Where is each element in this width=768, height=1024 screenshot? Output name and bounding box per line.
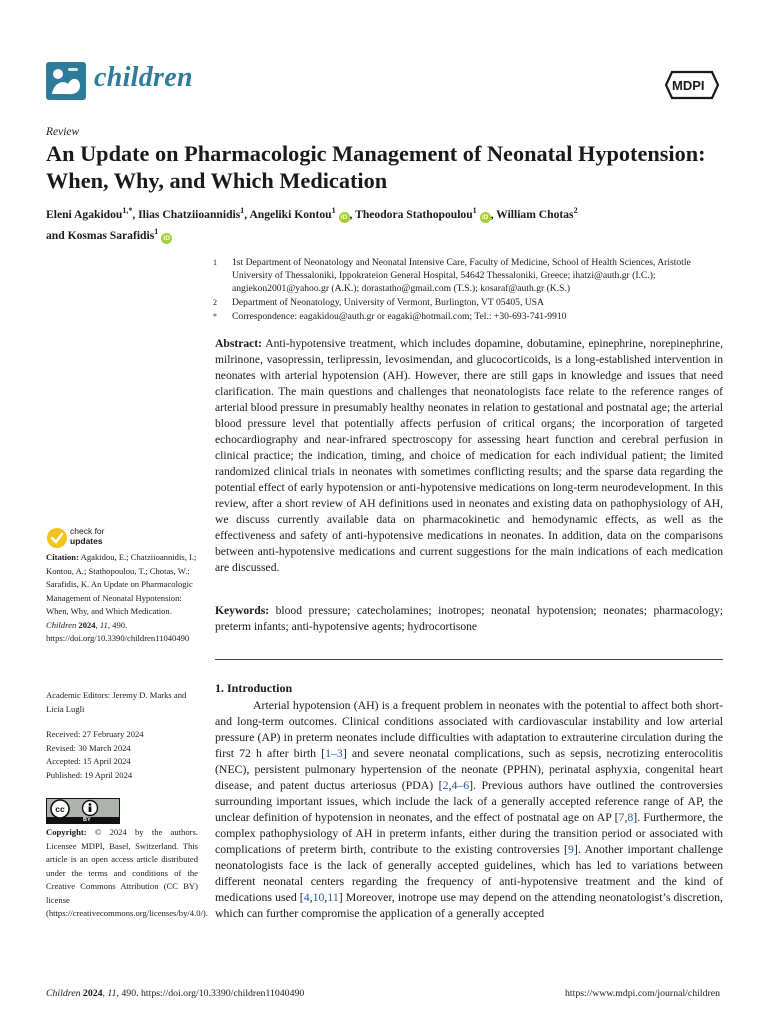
- orcid-icon[interactable]: iD: [161, 233, 172, 244]
- reference-link[interactable]: 2: [442, 778, 449, 792]
- keywords-text: blood pressure; catecholamines; inotropes; neonatal hypotension; neonates; pharmacology; preterm infants; anti-hypotensive agents; hydrocortisone: [215, 604, 723, 633]
- abstract-label: Abstract:: [215, 337, 263, 350]
- article-title: An Update on Pharmacologic Management of Neonatal Hypotension: When, Why, and Which Medication: [46, 141, 706, 193]
- section-heading: 1. Introduction: [215, 681, 293, 695]
- author-affiliation-mark: 1: [472, 206, 477, 215]
- intro-text: ]. Another important challenge neonatologists face is the lack of generally accepted guidelines, which has led to variations between different neonatal centers regarding the frequency of anti-hypotensive treatment and the kind of medications used [: [215, 842, 723, 904]
- copyright-block: [46, 826, 208, 921]
- footer-citation: [46, 988, 304, 999]
- article-type: Review: [46, 126, 80, 138]
- author-name: , Ilias Chatziioannidis: [132, 207, 241, 221]
- citation-volume: , 11: [95, 619, 108, 630]
- affiliation-text: Department of Neonatology, University of Vermont, Burlington, VT 05405, USA: [232, 297, 544, 308]
- check-line2: updates: [70, 535, 103, 546]
- author-name: Eleni Agakidou: [46, 207, 123, 221]
- affiliation-mark: 2: [213, 298, 217, 307]
- affiliations: [0, 256, 768, 326]
- citation-text: Agakidou, E.; Chatziioannidis, I.; Kontou, A.; Stathopoulou, T.; Chotas, W.; Sarafidis, K. An Update on Pharmacologic Management of Neonatal Hypotension: When, Why, and Which Medication.: [46, 552, 197, 616]
- svg-text:cc: cc: [55, 804, 65, 814]
- reference-link[interactable]: 10: [312, 890, 325, 904]
- footer-year: 2024: [80, 988, 103, 999]
- reference-link[interactable]: 9: [567, 842, 574, 856]
- reference-link[interactable]: 4–6: [451, 778, 470, 792]
- footer-doi[interactable]: , 490. https://doi.org/10.3390/children11040490: [116, 988, 305, 999]
- intro-text: ] Moreover, inotrope use may depend on the attending neonatologist’s discretion, which can further compromise the application of a generally accepted: [215, 890, 723, 920]
- author-affiliation-mark: 1: [154, 226, 159, 236]
- keywords-label: Keywords:: [215, 604, 270, 617]
- author-name: and Kosmas Sarafidis: [46, 228, 155, 242]
- intro-text: ,: [324, 890, 328, 904]
- keywords: [215, 603, 723, 635]
- reference-link[interactable]: 8: [627, 810, 634, 824]
- author-name: , Theodora Stathopoulou: [349, 207, 473, 221]
- accepted-date: Accepted: 15 April 2024: [46, 756, 131, 766]
- author-affiliation-mark: 2: [573, 206, 578, 215]
- citation-label: Citation:: [46, 552, 79, 562]
- copyright-label: Copyright:: [46, 827, 87, 837]
- intro-text: ,: [624, 810, 628, 824]
- introduction-paragraph: [215, 697, 723, 921]
- author-affiliation-mark: 1,*: [122, 206, 133, 215]
- check-for-updates-icon[interactable]: [46, 527, 68, 549]
- revised-date: Revised: 30 March 2024: [46, 742, 131, 753]
- check-for-updates-label[interactable]: [70, 527, 105, 546]
- orcid-icon[interactable]: iD: [339, 212, 350, 223]
- intro-text: ]. Furthermore, the complex pathophysiology of AH in preterm infants, either during the transition period or associated with complications of preterm birth, contribute to the existing controversies [: [215, 810, 723, 856]
- footer-journal: Children: [46, 988, 81, 999]
- citation-doi[interactable]: , 490. https://doi.org/10.3390/children11040490: [46, 619, 190, 643]
- author-name: , Angeliki Kontou: [244, 207, 332, 221]
- received-date: Received: 27 February 2024: [46, 729, 144, 739]
- abstract: [215, 336, 723, 576]
- footer-volume: , 11: [102, 988, 117, 999]
- affiliation-text: Correspondence: eagakidou@auth.gr or eagaki@hotmail.com; Tel.: +30-693-741-9910: [232, 311, 567, 322]
- citation-journal: Children: [46, 619, 77, 630]
- intro-text: ,: [309, 890, 313, 904]
- cc-by-label: BY: [83, 817, 91, 823]
- dates-block: [46, 728, 198, 782]
- reference-link[interactable]: 7: [618, 810, 625, 824]
- copyright-text: © 2024 by the authors. Licensee MDPI, Basel, Switzerland. This article is an open access article distributed under the terms and conditions of the Creative Commons Attribution (CC BY) license (https://creativecommons.org/licenses/by/4.0/).: [46, 827, 208, 918]
- author-list: [46, 202, 726, 244]
- mdpi-logo-text: MDPI: [672, 78, 705, 93]
- section-divider: [215, 659, 723, 660]
- intro-text: ,: [448, 778, 452, 792]
- academic-editors: Academic Editors: Jeremy D. Marks and Licia Lugli: [46, 690, 187, 714]
- journal-logo-icon: [46, 62, 86, 100]
- author-affiliation-mark: 1: [240, 206, 245, 215]
- citation-block: [46, 551, 198, 646]
- reference-link[interactable]: 11: [327, 890, 339, 904]
- affiliation-mark: 1: [213, 258, 217, 267]
- abstract-text: Anti-hypotensive treatment, which includes dopamine, dobutamine, epinephrine, norepinephrine, milrinone, vasopressin, terlipressin, levosimendan, and glucocorticoids, is a long-established intervention in neonates with arterial hypotension (AH). However, there are still gaps in knowledge and issues that need clarification. The main questions and challenges that neonatologists face relate to the reference ranges of arterial blood pressure in presumably healthy neonates in relation to gestational and postnatal age; the arterial blood pressure level that potentially affects perfusion of critical organs; the incorporation of targeted echocardiography and near-infrared spectroscopy for assessing heart function and cerebral perfusion in clinical practice; the indication, timing, and choice of medication for each individual patient; the limited randomized clinical trials in neonates with sometimes conflicting results; and the sparse data regarding the potential effect of early hypotension or anti-hypotensive medications on long-term neurodevelopment. In this review, after a short review of AH definitions used in neonates and existing data on pathophysiology of AH, we discuss currently available data on pharmacokinetic and hemodynamic effects, as well as the effectiveness and safety of anti-hypotensive medications in neonates. In addition, data on the comparisons between anti-hypotensive medications and current suggestions for the main indications of each medication are discussed.: [215, 337, 723, 574]
- citation-year: 2024: [76, 619, 96, 630]
- orcid-icon[interactable]: iD: [480, 212, 491, 223]
- intro-text: Arterial hypotension (AH) is a frequent problem in neonates with the potential to affect both short- and long-term outcomes. Clinical conditions associated with cardiovascular instability and low arterial pressure (AP) in preterm neonates include difficulties with adaptation to extrauterine circulation during the first 72 h after birth [: [215, 698, 723, 760]
- journal-name: children: [94, 62, 193, 93]
- check-line1: check for: [70, 526, 105, 536]
- author-name: , William Chotas: [490, 207, 574, 221]
- intro-text: ] and severe neonatal complications, such as sepsis, necrotizing enterocolitis (NEC), persistent pulmonary hypertension of the neonate (PPHN), perinatal asphyxia, congenital heart disease, and patent ductus arteriosus (PDA) [: [215, 746, 723, 792]
- published-date: Published: 19 April 2024: [46, 769, 133, 780]
- footer-journal-url[interactable]: https://www.mdpi.com/journal/children: [564, 988, 720, 999]
- affiliation-text: 1st Department of Neonatology and Neonatal Intensive Care, Faculty of Medicine, School of Health Sciences, Aristotle University of Thessaloniki, Ippokrateion General Hospital, 54642 Thessaloniki, Greece; ihatzi@auth.gr (I.C.); angiekon2001@yahoo.gr (A.K.); dorastatho@gmail.com (T.S.); kosaraf@auth.gr (K.S.): [232, 257, 691, 294]
- author-affiliation-mark: 1: [331, 206, 336, 215]
- affiliation-mark: *: [213, 312, 217, 321]
- reference-link[interactable]: 4: [303, 890, 310, 904]
- intro-text: ]. Previous authors have outlined the controversies surrounding important issues, which include the lack of a generally accepted reference range of AP, the unclear definition of hypotension in neonates, and the effect of postnatal age on AP [: [215, 778, 723, 824]
- reference-link[interactable]: 1–3: [325, 746, 343, 760]
